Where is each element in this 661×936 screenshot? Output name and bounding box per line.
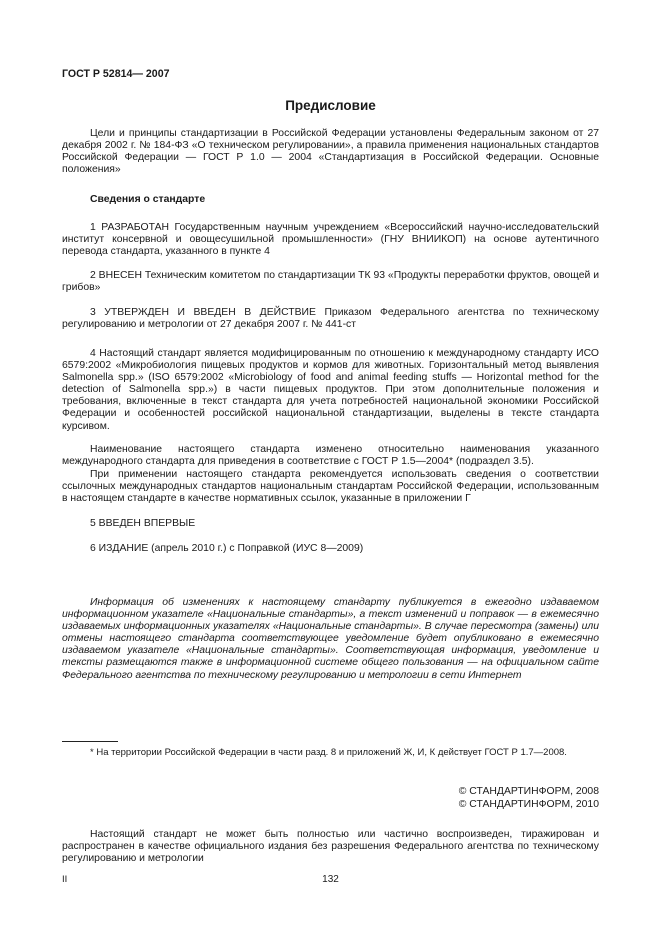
document-code: ГОСТ Р 52814— 2007 [62, 68, 170, 80]
reproduction-notice: Настоящий стандарт не может быть полностью или частично воспроизведен, тиражирован и распространен в качестве официального издания без разрешения Федерального агентства по техническому регулированию и метрологии [62, 829, 599, 865]
item-4-references: При применении настоящего стандарта рекомендуется использовать сведения о соответствии ссылочных международных стандартов национальным стандартам Российской Федерации, использованным в настоящем стандарте в качестве нормативных ссылок, указанные в приложении Г [62, 469, 599, 505]
item-4-naming: Наименование настоящего стандарта изменено относительно наименования указанного международного стандарта для приведения в соответствие с ГОСТ Р 1.5—2004* (подраздел 3.5). [62, 444, 599, 468]
item-4: 4 Настоящий стандарт является модифицированным по отношению к международному стандарту ИСО 6579:2002 «Микробиология пищевых продуктов и кормов для животных. Горизонтальный метод выявления Salmonella spp.» (ISO 6579:2002 «Microbiology of food and animal feeding stuffs — Horizontal method for the detection of Salmonella spp.») в части пищевых продуктов. При этом дополнительные положения и требования, включенные в текст стандарта для учета потребностей национальной экономики Российской Федерации и особенностей российской национальной стандартизации, выделены в тексте стандарта курсивом. [62, 348, 599, 432]
item-1: 1 РАЗРАБОТАН Государственным научным учреждением «Всероссийский научно-исследовательский институт консервной и овощесушильной промышленности» (ГНУ ВНИИКОП) на основе аутентичного перевода стандарта, указанного в пункте 4 [62, 222, 599, 258]
item-6: 6 ИЗДАНИЕ (апрель 2010 г.) с Поправкой (ИУС 8—2009) [90, 543, 364, 554]
copyright-line: © СТАНДАРТИНФОРМ, 2008 [458, 786, 599, 797]
page-title: Предисловие [285, 98, 376, 113]
intro-paragraph: Цели и принципы стандартизации в Российской Федерации установлены Федеральным законом от 27 декабря 2002 г. № 184-ФЗ «О техническом регулировании», а правила применения национальных стандартов Российской Федерации — ГОСТ Р 1.0 — 2004 «Стандартизация в Российской Федерации. Основные положения» [62, 128, 599, 176]
page-number: 132 [322, 874, 339, 885]
item-5: 5 ВВЕДЕН ВПЕРВЫЕ [90, 518, 196, 529]
item-3: 3 УТВЕРЖДЕН И ВВЕДЕН В ДЕЙСТВИЕ Приказом Федерального агентства по техническому регулированию и метрологии от 27 декабря 2007 г. № 441-ст [62, 307, 599, 331]
section-heading: Сведения о стандарте [90, 194, 206, 205]
footnote: * На территории Российской Федерации в части разд. 8 и приложений Ж, И, К действует ГОСТ Р 1.7—2008. [90, 747, 567, 758]
copyright-block [400, 785, 599, 811]
changes-notice: Информация об изменениях к настоящему стандарту публикуется в ежегодно издаваемом информационном указателе «Национальные стандарты», а текст изменений и поправок — в ежемесячно издаваемых информационных указателях «Национальные стандарты». В случае пересмотра (замены) или отмены настоящего стандарта соответствующее уведомление будет опубликовано в ежемесячно издаваемом указателе «Национальные стандарты». Соответствующая информация, уведомление и тексты размещаются также в информационной системе общего пользования — на официальном сайте Федерального агентства по техническому регулированию и метрологии в сети Интернет [62, 597, 599, 681]
item-2: 2 ВНЕСЕН Техническим комитетом по стандартизации ТК 93 «Продукты переработки фруктов, овощей и грибов» [62, 270, 599, 294]
copyright-line: © СТАНДАРТИНФОРМ, 2010 [458, 799, 599, 810]
roman-page-number: II [62, 874, 68, 885]
footnote-divider [62, 741, 118, 742]
